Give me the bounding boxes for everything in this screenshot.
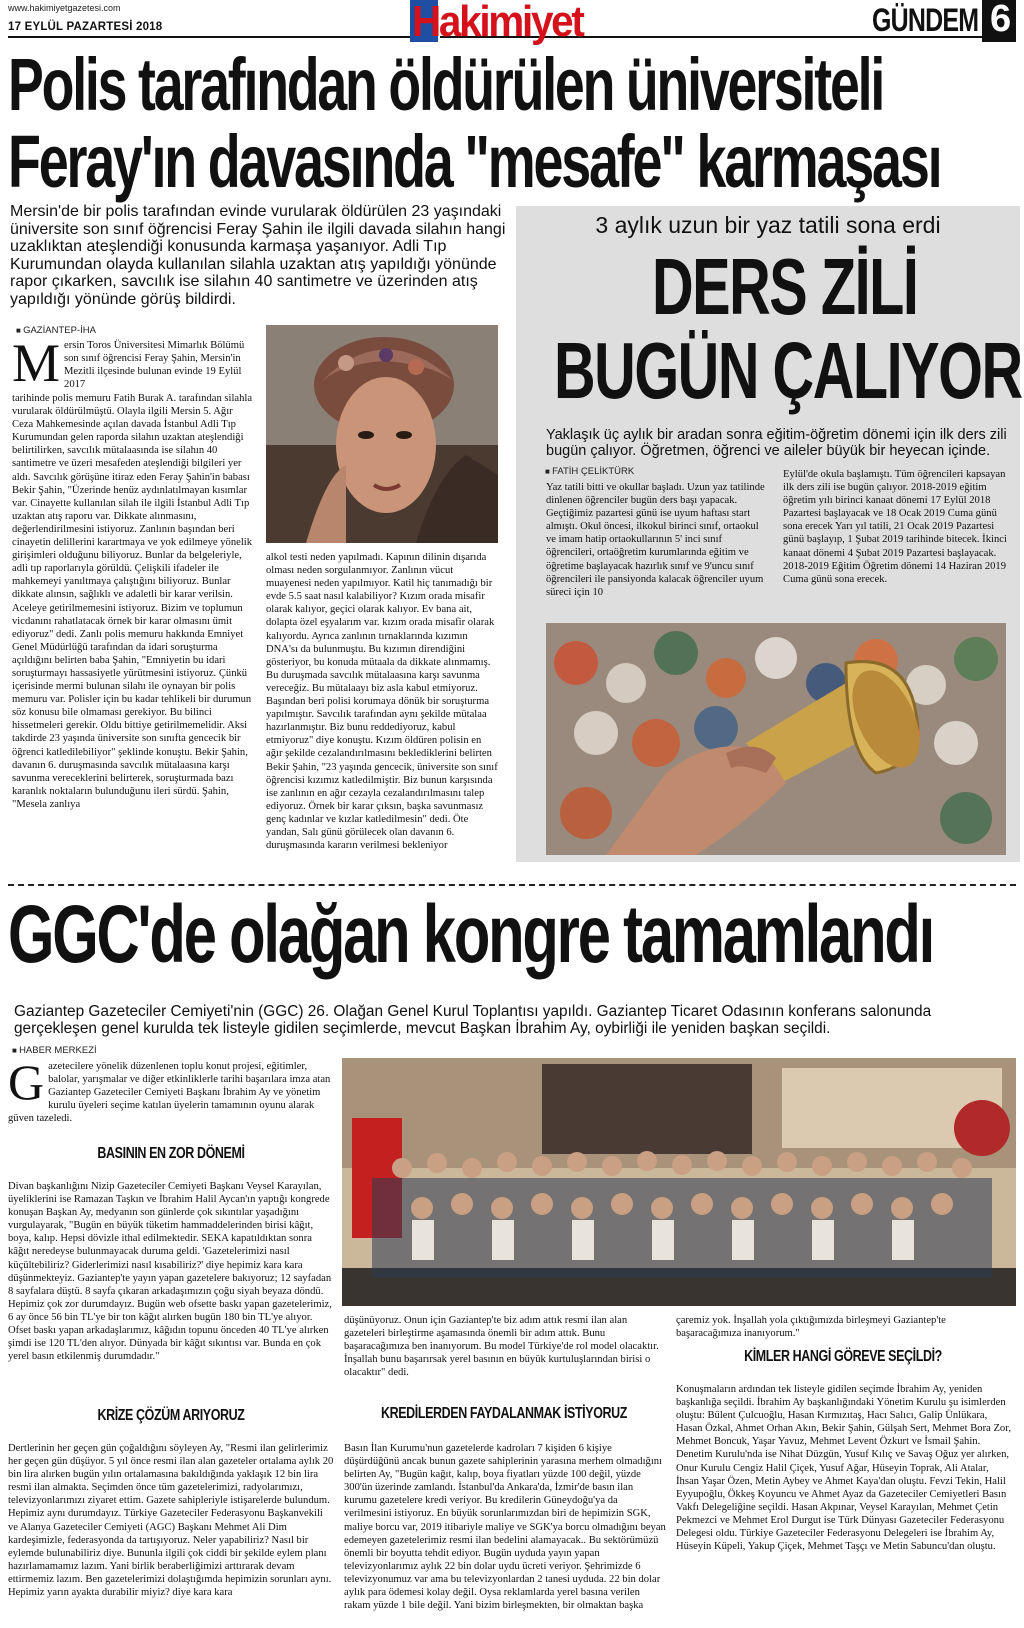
section-divider <box>8 884 1016 886</box>
story1-headline-line2: Feray'ın davasında "mesafe" karmaşası <box>8 120 941 203</box>
story3-right-top: çaremiz yok. İnşallah yola çıktığımızda birleşmeyi Gaziantep'te başaracağımıza inanıyorum." <box>676 1315 946 1340</box>
story3-subhead-krize: KRİZE ÇÖZÜM ARIYORUZ <box>97 1407 245 1424</box>
story2-headline-line1: DERS ZİLİ <box>652 242 918 331</box>
story3-dropcap: G <box>8 1060 45 1110</box>
story3-subhead-kimler: KİMLER HANGİ GÖREVE SEÇİLDİ? <box>744 1348 942 1365</box>
story2-column2: Eylül'de okula başlamıştı. Tüm öğrencileri kapsayan ilk ders zili ise bugün çalıyor. 2018-2019 eğitim öğretim yılı birinci kanaat dönemi 17 Eylül 2018 Pazartesi başlayacak ve 18 Ocak 2019 Cuma günü sona erecek Yarı yıl tatili, 21 Ocak 2019 Pazartesi günü başlayıp, 1 Şubat 2019 tarihinde bitecek. İkinci kanaat dönemi 4 Şubat 2019 Pazartesi başlayacak. 2018-2019 Eğitim Öğretim dönemi 14 Haziran 2019 Cuma günü sona erecek. <box>783 469 1007 585</box>
story3-section4: Konuşmaların ardından tek listeyle gidilen seçimde İbrahim Ay, yeniden başkanlığa seçildi. İbrahim Ay başkanlığındaki Yönetim Kurulu şu isimlerden oluştu: Bülent Çulcuoğlu, Hasan Kırmızıtaş, Hacı Salıcı, Galip Ünlükara, Hasan Özkal, Ahmet Orhan Akın, Bekir Şahin, Gülşah Sert, Mehmet Bora Zor, Mehmet Boncuk, Yaşar Yavuz, Mehmet Levent Özkurt ve İsmail Şahin. Denetim Kurulu'nda ise Nihat Düzgün, Yusuf Kılıç ve Savaş Oğuz yer alırken, Onur Kurulu Cengiz Halil Çiçek, Yusuf Ağar, Hüseyin Toprak, Ali Atalar, İhsan Yaşar Özen, Metin Aybey ve Ahmet Kaya'dan oluştu. Fevzi Tekin, Halil Eyyupoğlu, Ökkeş Koyuncu ve Ahmet Ayaz da Gazeteciler Cemiyetleri Basın Vakfı Delegeliğine seçildi. Hasan Akpınar, Veysel Karayılan, Mehmet Çetin Pekmezci ve Mehmet Erol Durgut ise Türk Dünyası Gazeteciler Federasyonu Delegesi oldu. Türkiye Gazeteciler Federasyonu Delegeleri ise İbrahim Ay, Hüseyin Küpeli, Yakup Çiçek, Mehmet Taşçı ve Metin Sabuncu'dan oluştu. <box>676 1384 1011 1553</box>
story3-subhead-kredi: KREDİLERDEN FAYDALANMAK İSTİYORUZ <box>381 1405 627 1422</box>
story3-subhead-basinin: BASININ EN ZOR DÖNEMİ <box>97 1145 245 1162</box>
story1-headline-line1: Polis tarafından öldürülen üniversiteli <box>8 43 884 126</box>
story3-byline: ■ HABER MERKEZİ <box>12 1045 97 1056</box>
congress-group-photo <box>342 1058 1016 1306</box>
portrait-illustration <box>266 325 498 543</box>
story3-section1: Divan başkanlığını Nizip Gazeteciler Cemiyeti Başkanı Veysel Karayılan, üyeliklerini ise Ramazan Taşkın ve İbrahim Halil Aycan'ın yaptığı kongrede konuşan Başkan Ay, medyanın son günlerde çok sıkıntılar yaşadığını vurgulayarak, "Bugün en büyük tüketim hammaddelerinden birisi kâğıt, boya, kalıp. Hepsi dövizle ithal edilmektedir. SEKA kapatıldıktan sonra kâğıt neredeyse bulunmayacak duruma geldi. 'Gazetelerimizi nasıl küçültebiliriz? Giderlerimizi nasıl kısabiliriz?' diye hepimiz kara kara düşünmekteyiz. Gaziantep'te yayın yapan gazetelere bakıyoruz; 12 sayfadan 8 sayfalara düştü. 8 sayfa çıkaran arkadaşımızın çoğu siyah beyaza döndü. Hepimiz çok zor durumdayız. Bugün web ofsette baskı yapan gazetelerimiz, 6 ay önce 56 bin TL'ye bir ton kâğıt alırken bugün 180 bin TL'ye alıyor. Ofset baskı yapan arkadaşlarımız, kâğıdın topunu önceden 40 TL'ye alırken şimdi ise 120 TL'den alıyor. Dünyada bir kâğıt sıkıntısı var. Bunda en çok yerel basın etkilenmiş durumdadır." <box>8 1181 332 1363</box>
story2-byline: ■ FATİH ÇELİKTÜRK <box>545 466 634 477</box>
story2-lead: Yaklaşık üç aylık bir aradan sonra eğitim-öğretim dönemi için ilk ders zili bugün çalıyor. Öğretmen, öğrenci ve aileler büyük bir heyecan içinde. <box>546 427 1007 459</box>
story3-intro <box>8 1060 334 1128</box>
issue-date: 17 EYLÜL PAZARTESİ 2018 <box>8 21 163 33</box>
story1-intro <box>12 339 256 393</box>
story1-column2: alkol testi neden yapılmadı. Kapının dilinin dışarıda olması neden sorgulanmıyor. Zanlının vücut muayenesi neden yapılmıyor. Katil hiç tanımadığı bir evde 5.5 saat nasıl kalabiliyor? Kızım orada misafir olarak kalıyor, geçici olarak kalıyor. Ev bana ait, dolapta özel eşyalarım var. kızım orada misafir olarak kalıyordu. Ayrıca zanlının tırnaklarında kızımın DNA'sı da bulunmuştu. Bu kızımın direndiğini gösteriyor, bu konuda mütaala da dikkate alınmamış. Bu duruşmada savcılık mütalaasına karşı savunma vereceğiz. Bu mütalaayı biz asla kabul etmiyoruz. Başından beri polisi korumaya dönük bir soruşturma yapılmıştır. Savcılık tarafından aynı şekilde mütalaa hazırlanmıştır. Biz bunu reddediyoruz, kabul etmiyoruz" diye konuştu. Kızım öldüren polisin en ağır şekilde cezalandırılmasını beklediklerini belirten Bekir Şahin, "23 yaşında gencecik, üniversite son sınıf öğrencisi kızımız katledilmiştir. Biz bunun karşısında ise zanlının en ağır cezayla cezalandırılmasını talep ediyoruz. Örnek bir karar çıksın, başka savunmasız genç kadınlar ve kızlar katledilmesin" dedi. Öte yandan, Salı günü görülecek olan davanın 6. duruşmasında kararın verilmesi bekleniyor <box>266 552 498 852</box>
page-number-badge <box>982 0 1016 42</box>
story3-middle-top: düşünüyoruz. Onun için Gaziantep'te biz adım attık resmi ilan alan gazeteleri birleştirme aşamasında önemli bir adım attık. Bunu başaracağımıza ben inanıyorum. Bu model Türkiye'de rol model olacaktır. İnşallah bunu başarırsak yerel basının en büyük kurtuluşlarından birisi o olacaktır" dedi. <box>344 1315 659 1379</box>
story3-headline: GGC'de olağan kongre tamamlandı <box>8 889 934 980</box>
bell-illustration <box>546 623 1006 855</box>
story2-headline-line2: BUGÜN ÇALIYOR <box>554 326 1022 415</box>
story1-dropcap: M <box>12 339 61 393</box>
page-number: 6 <box>990 0 1012 40</box>
story3-section2: Dertlerinin her geçen gün çoğaldığını söyleyen Ay, "Resmi ilan gelirlerimiz her geçen gün düşüyor. 5 yıl önce resmi ilan alan gazeteler ortalama aylık 20 bin lira alırken bugün yılın ortalamasına bakıldığında yaklaşık 12 bin lira resmi ilan almakta. Seçimden önce tüm gazetelerimizi, radyolarımızı, televizyonlarımızı ziyaret ettim. Gazete sahipleriyle istişarelerde bulundum. Hepimiz aynı durumdayız. Türkiye Gazeteciler Federasyonu Başkanvekili ve Alanya Gazeteciler Cemiyeti (AGC) Başkanı Mehmet Ali Dim kardeşimizle, federasyonda da tartışıyoruz. Neler yapabiliriz? Nasıl bir eylemde bulunabiliriz diye. Bununla ilgili çok ciddi bir şekilde eylem planı hazırlamamamız lazım. Yani birlik beraberliğimizi arttırarak devam ettirmemiz lazım. Ben gazetelerimizi dolaştığımda hepimizin sorunları aynı. Hepimiz yarın ayakta durabilir miyiz? diye kara kara <box>8 1443 334 1599</box>
logo <box>410 0 606 46</box>
story2-kicker: 3 aylık uzun bir yaz tatili sona erdi <box>595 212 941 238</box>
feray-sahin-photo <box>266 325 498 543</box>
story1-column1: tarihinde polis memuru Fatih Burak A. tarafından silahla vurularak öldürülmüştü. Olayla ilgili Mersin 5. Ağır Ceza Mahkemesinde açılan davada İstanbul Adli Tıp Kurumundan gelen raporda silahın uzaktan ateşlendiği belirtilirken, savcılık mütalaasında ise silahın 40 santimetre ve üzeri mesafeden ateşlendiği bilgileri yer aldı. Savcılık görüşüne itiraz eden Feray Şahin'in babası Bekir Şahin, "Üzerinde henüz aydınlatılmayan kısımlar var. Cinayette kullanılan silah ile ilgili İstanbul Adli Tıp uzaktan atış raporu var. Dikkate alınmasını, değerlendirilmesini istiyoruz. Zanlının başından beri cinayetin delillerini karartmaya ve yok edilmeye yönelik girişimleri olduğunu biliyoruz. Bunlar da belgeleriyle, adli tıp raporlarıyla görüldü. Çelişkili ifadeler ile mahkemeyi yanıltmaya çalıştığını biliyoruz. Bunlar dikkate alınsın, sağlıklı ve adaletli bir karar verilsin. Aceleye getirilmemesini istiyoruz. Bizim ve toplumun vicdanını rahatlatacak örnek bir karar olmasını ümit ediyoruz" dedi. Zanlı polis memuru hakkında Emniyet Genel Müdürlüğü tarafından da idari soruşturma açıldığını belirten baba Şahin, "Emniyetin bu idari soruşturmayı hassasiyetle yürütmesini istiyoruz. Çünkü içerisinde mermi bulunan silahı ile oynayan bir polis memuru var. Polisler için bu kadar tehlikeli bir durumun söz konusu bile olmaması gerekiyor. Bu bilinci hissetmeleri gerekir. Oldu bittiye getirilmemelidir. Aksi takdirde 23 yaşında üniversite son sınıfta gencecik bir öğrenci katledilebiliyor" şeklinde konuştu. Bekir Şahin, davanın 6. duruşmasında savcılık mütalaasına karşı savunma vereceklerini belirterek, soruşturmada bazı karanlık noktaların bulunduğunu ileri sürdü. Şahin, "Mesela zanlıya <box>12 393 253 810</box>
school-bell-photo <box>546 623 1006 855</box>
story1-lead: Mersin'de bir polis tarafından evinde vurularak öldürülen 23 yaşındaki üniversite son sınıf öğrencisi Feray Şahin ile ilgili davada silahın hangi uzaklıktan ateşlendiği konusunda karmaşa yaşanıyor. Adli Tıp Kurumundan olayda kullanılan silahla uzaktan atış yapıldığı yönünde rapor çıkarken, savcılık ise silahın 40 santimetre ve üzerinden atış yapıldığı yönünde görüş bildirdi. <box>10 203 506 308</box>
section-label: GÜNDEM <box>872 2 979 38</box>
story2-column1: Yaz tatili bitti ve okullar başladı. Uzun yaz tatilinde dinlenen öğrenciler bugün ders başı yapacak. Geçtiğimiz pazartesi günü ise uyum haftası start almıştı. Okul öncesi, ilkokul birinci sınıf, ortaokul ve imam hatip ortaokullarının 5' inci sınıf öğrencileri, ortaöğretim kurumlarında eğitim ve öğretime başlayacak hazırlık sınıf ve 9'uncu sınıf öğrencileri ile pansiyonda kalacak öğrenciler uyum süreci için 10 <box>546 482 765 598</box>
story1-intro-text: ersin Toros Üniversitesi Mimarlık Bölümü son sınıf öğrencisi Feray Şahin, Mersin'in Mezitli ilçesinde bulunan evinde 19 Eylül 2017 <box>64 340 245 391</box>
story3-section3: Basın İlan Kurumu'nun gazetelerde kadroları 7 kişiden 6 kişiye düşürdüğünü ancak bunun gazete sahiplerinin yarasına merhem olmadığını belirten Ay, "Bugün kağıt, kalıp, boya fiyatları yüzde 100 değil, yüzde 300'ün üzerinde zamlandı. İstanbul'da Ankara'da, İzmir'de basın ilan kurumu gazetelere kredi veriyor. Bu kredilerin Güneydoğu'ya da verilmesini istiyoruz. En büyük sorunlarımızdan biri de hepimizin SGK, maliye borcu var, 2019 itibariyle maliye ve SGK'ya borcu olmadığını beyan edemeyen gazetelerimiz resmi ilan bedelini alamayacak.. Bu sektörümüzü önemli bir boyutta tehdit ediyor. Bugün uyduda yayın yapan televizyonlarımız aylık 22 bin dolar uydu ücreti veriyor. Şehrimizde 6 televizyonumuz var ama bu televizyonlardan 2 tanesi uyduda. 22 bin dolar aylık para ödemesi kolay değil. Oysa reklamlarda yerel basına verilen rakam yüzde 1 bile değil. Yani bizim birleşmekten, bir olmaktan başka <box>344 1443 666 1612</box>
website-url[interactable]: www.hakimiyetgazetesi.com <box>8 3 121 13</box>
story1-byline: ■ GAZİANTEP-İHA <box>16 325 96 336</box>
story3-lead: Gaziantep Gazeteciler Cemiyeti'nin (GGC) 26. Olağan Genel Kurul Toplantısı yapıldı. Gaziantep Ticaret Odasının konferans salonunda gerçekleşen genel kurulda tek listeyle gidilen seçimlerde, mevcut Başkan İbrahim Ay, oybirliği ile yeniden başkan seçildi. <box>14 1003 932 1037</box>
group-illustration <box>342 1058 1016 1306</box>
logo-wordmark: Hakimiyet <box>412 0 583 46</box>
story3-intro-text: azetecilere yönelik düzenlenen toplu konut projesi, eğitimler, balolar, yarışmalar ve diğer etkinliklerle tarihi başarılara imza atan Gaziantep Gazeteciler Cemiyeti Başkanı İbrahim Ay ve yönetim kurulu üyeleri seçime katılan üyelerin tamamının oyunu alarak güven tazeledi. <box>8 1061 331 1125</box>
